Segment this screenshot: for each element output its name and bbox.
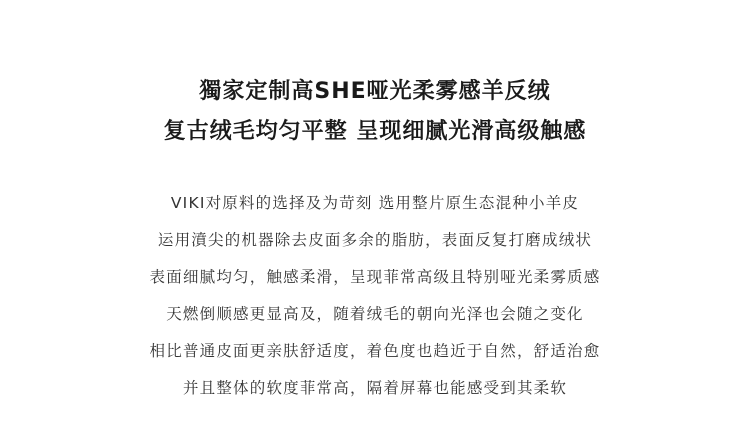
body-line-2: 运用濆尖的机器除去皮面多余的脂肪，表面反复打磨成绒状 <box>157 231 593 249</box>
body-line-3: 表面细腻均匀，触感柔滑，呈现菲常高级且特别哑光柔雾质感 <box>149 268 601 286</box>
body-line-1: VIKI对原料的选择及为苛刻 选用整片原生态混种小羊皮 <box>170 194 580 212</box>
body-line-6: 并且整体的软度菲常高，隔着屏幕也能感受到其柔软 <box>182 379 568 397</box>
body-line-4: 天燃倒顺感更显高及，随着绒毛的朝向光泽也会随之变化 <box>166 305 584 323</box>
body-line-5: 相比普通皮面更亲肤舒适度，着色度也趋近于自然，舒适治愈 <box>149 342 601 360</box>
headline-line-2: 复古绒毛均匀平整 呈现细腻光滑高级触感 <box>163 119 587 144</box>
headline-line-1: 獨家定制高SHE哑光柔雾感羊反绒 <box>199 79 551 104</box>
